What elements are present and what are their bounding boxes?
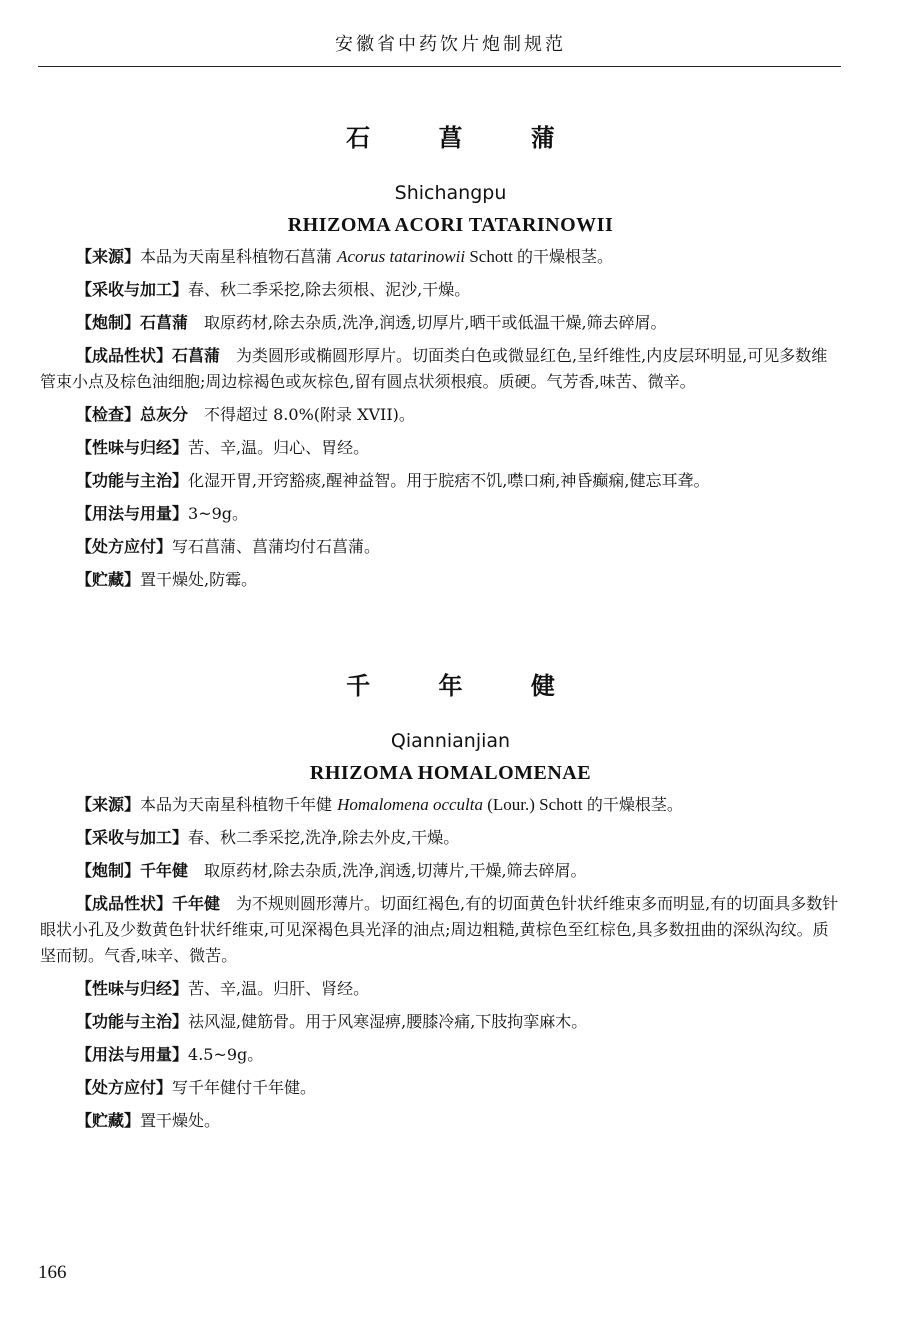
section-label: 【用法与用量】 — [76, 1045, 189, 1064]
processing-section — [40, 310, 842, 336]
section-text: 的干燥根茎。 — [517, 247, 614, 266]
storage-section — [40, 567, 842, 593]
species-author: Schott — [465, 247, 518, 266]
section-label: 【成品性状】 — [76, 894, 173, 913]
section-label: 【处方应付】 — [76, 537, 173, 556]
monograph-title: 石 菖 蒲 — [346, 124, 585, 152]
section-label: 【贮藏】 — [76, 570, 141, 589]
section-label: 【炮制】 — [76, 313, 141, 332]
section-label: 【采收与加工】 — [76, 828, 189, 847]
section-sublabel: 总灰分 — [140, 405, 189, 424]
section-label: 【采收与加工】 — [76, 280, 189, 299]
monograph-pinyin: Shichangpu — [394, 182, 507, 204]
section-text: 本品为天南星科植物千年健 — [140, 795, 338, 814]
section-text: 写石菖蒲、菖蒲均付石菖蒲。 — [172, 537, 381, 556]
section-label: 【性味与归经】 — [76, 979, 189, 998]
section-label: 【来源】 — [76, 795, 141, 814]
section-text: 苦、辛,温。归肝、肾经。 — [188, 979, 370, 998]
section-text: 祛风湿,健筋骨。用于风寒湿痹,腰膝冷痛,下肢拘挛麻木。 — [188, 1012, 588, 1031]
section-text: 春、秋二季采挖,洗净,除去外皮,干燥。 — [188, 828, 460, 847]
prescription-section — [40, 1075, 842, 1101]
species-name: Homalomena occulta — [337, 795, 483, 814]
monograph-latin-name: RHIZOMA ACORI TATARINOWII — [287, 214, 614, 236]
source-section — [40, 244, 842, 270]
section-sublabel: 千年健 — [140, 861, 189, 880]
section-text: 春、秋二季采挖,除去须根、泥沙,干燥。 — [188, 280, 471, 299]
monograph-body — [40, 792, 842, 1134]
section-text: 写千年健付千年健。 — [172, 1078, 317, 1097]
section-text: 置干燥处,防霉。 — [140, 570, 258, 589]
section-sublabel: 石菖蒲 — [140, 313, 189, 332]
section-text: 的干燥根茎。 — [586, 795, 683, 814]
section-sublabel: 石菖蒲 — [172, 346, 221, 365]
section-label: 【炮制】 — [76, 861, 141, 880]
species-author: (Lour.) Schott — [483, 795, 587, 814]
monograph-title: 千 年 健 — [346, 672, 585, 700]
storage-section — [40, 1108, 842, 1134]
harvest-section — [40, 825, 842, 851]
prescription-section — [40, 534, 842, 560]
section-text: 为不规则圆形薄片。切面红褐色,有的切面黄色针状纤维束多而明显,有的切面具多数针眼状小孔及少数黄色针状纤维束,可见深褐色具光泽的油点;周边粗糙,黄棕色至红棕色,具多数扭曲的深纵沟纹。质坚而韧。气香,味辛、微苦。 — [40, 894, 839, 965]
nature-section — [40, 976, 842, 1002]
section-text: 取原药材,除去杂质,洗净,润透,切厚片,晒干或低温干燥,筛去碎屑。 — [204, 313, 667, 332]
section-label: 【用法与用量】 — [76, 504, 189, 523]
section-label: 【贮藏】 — [76, 1111, 141, 1130]
section-label: 【功能与主治】 — [76, 471, 189, 490]
monograph-body — [40, 244, 842, 593]
section-text: 不得超过 8.0%(附录 XVII)。 — [204, 405, 415, 424]
section-text: 置干燥处。 — [140, 1111, 221, 1130]
section-label: 【功能与主治】 — [76, 1012, 189, 1031]
character-section — [40, 891, 842, 969]
source-section — [40, 792, 842, 818]
section-text: 4.5~9g。 — [188, 1045, 264, 1064]
running-header: 安徽省中药饮片炮制规范 — [335, 34, 566, 55]
section-text: 本品为天南星科植物石菖蒲 — [140, 247, 338, 266]
header-rule — [38, 66, 841, 67]
section-text: 3~9g。 — [188, 504, 249, 523]
species-name: Acorus tatarinowii — [337, 247, 466, 266]
section-label: 【性味与归经】 — [76, 438, 189, 457]
section-sublabel: 千年健 — [172, 894, 221, 913]
function-section — [40, 1009, 842, 1035]
processing-section — [40, 858, 842, 884]
nature-section — [40, 435, 842, 461]
section-text: 取原药材,除去杂质,洗净,润透,切薄片,干燥,筛去碎屑。 — [204, 861, 587, 880]
dosage-section — [40, 1042, 842, 1068]
section-label: 【来源】 — [76, 247, 141, 266]
section-label: 【检查】 — [76, 405, 141, 424]
function-section — [40, 468, 842, 494]
section-text: 苦、辛,温。归心、胃经。 — [188, 438, 370, 457]
monograph-latin-name: RHIZOMA HOMALOMENAE — [309, 762, 592, 784]
harvest-section — [40, 277, 842, 303]
section-text: 为类圆形或椭圆形厚片。切面类白色或微显红色,呈纤维性,内皮层环明显,可见多数维管束小点及棕色油细胞;周边棕褐色或灰棕色,留有圆点状须根痕。质硬。气芳香,味苦、微辛。 — [40, 346, 828, 391]
section-label: 【成品性状】 — [76, 346, 173, 365]
section-label: 【处方应付】 — [76, 1078, 173, 1097]
section-text: 化湿开胃,开窍豁痰,醒神益智。用于脘痞不饥,噤口痢,神昏癫痫,健忘耳聋。 — [188, 471, 710, 490]
character-section — [40, 343, 842, 395]
dosage-section — [40, 501, 842, 527]
page-number: 166 — [38, 1262, 67, 1283]
inspection-section — [40, 402, 842, 428]
monograph-pinyin: Qiannianjian — [390, 730, 511, 752]
